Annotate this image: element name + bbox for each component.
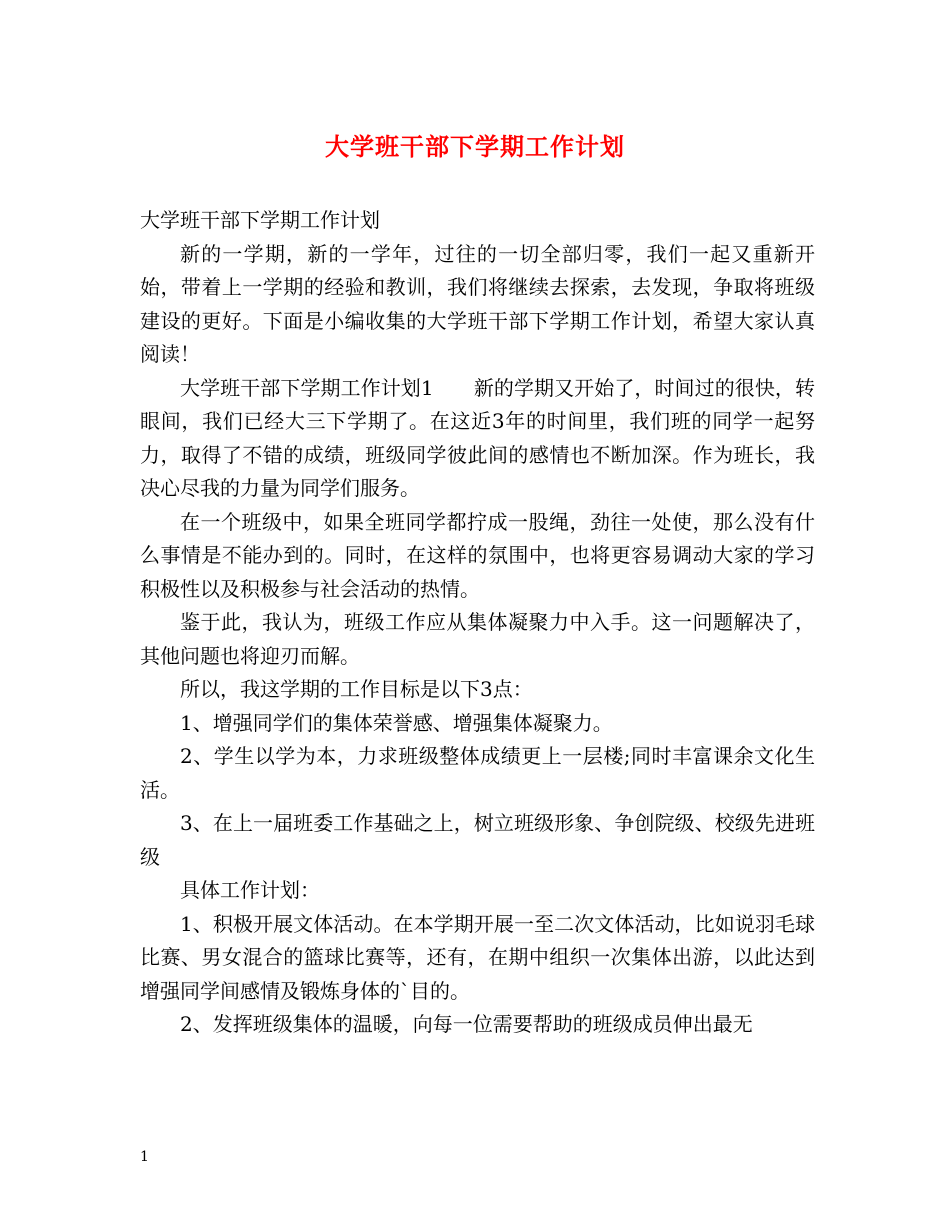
paragraph-conclusion: 鉴于此，我认为，班级工作应从集体凝聚力中入手。这一问题解决了，其他问题也将迎刃而解。 [140,610,815,668]
paragraph-goal-1: 1、增强同学们的集体荣誉感、增强集体凝聚力。 [180,710,613,735]
document-title: 大学班干部下学期工作计划 [325,132,625,161]
paragraph-goal-3: 3、在上一届班委工作基础之上，树立班级形象、争创院级、校级先进班级 [140,811,815,869]
paragraph-plan-heading: 具体工作计划： [180,878,320,902]
paragraph-plan-item-2: 2、发挥班级集体的温暖，向每一位需要帮助的班级成员伸出最无 [180,1012,753,1036]
paragraph-goals-heading: 所以，我这学期的工作目标是以下3点： [180,677,533,701]
paragraph-plan-item-1: 1、积极开展文体活动。在本学期开展一至二次文体活动，比如说羽毛球比赛、男女混合的篮球比赛等，还有，在期中组织一次集体出游，以此达到增强同学间感情及锻炼身体的`目的。 [140,911,815,1003]
paragraph-class-unity: 在一个班级中，如果全班同学都拧成一股绳，劲往一处使，那么没有什么事情是不能办到的。同时，在这样的氛围中，也将更容易调动大家的学习积极性以及积极参与社会活动的热情。 [140,509,815,601]
paragraph-intro: 新的一学期，新的一学年，过往的一切全部归零，我们一起又重新开始，带着上一学期的经验和教训，我们将继续去探索，去发现，争取将班级建设的更好。下面是小编收集的大学班干部下学期工作计划，希望大家认真阅读！ [140,241,815,366]
paragraph-plan-1: 大学班干部下学期工作计划1 新的学期又开始了，时间过的很快，转眼间，我们已经大三下学期了。在这近3年的时间里，我们班的同学一起努力，取得了不错的成绩，班级同学彼此间的感情也不断加深。作为班长，我决心尽我的力量为同学们服务。 [140,375,815,500]
subtitle-line: 大学班干部下学期工作计划 [140,208,380,232]
document-body [140,204,815,1042]
page-number: 1 [140,1149,149,1165]
paragraph-goal-2: 2、学生以学为本，力求班级整体成绩更上一层楼;同时丰富课余文化生活。 [140,744,815,802]
